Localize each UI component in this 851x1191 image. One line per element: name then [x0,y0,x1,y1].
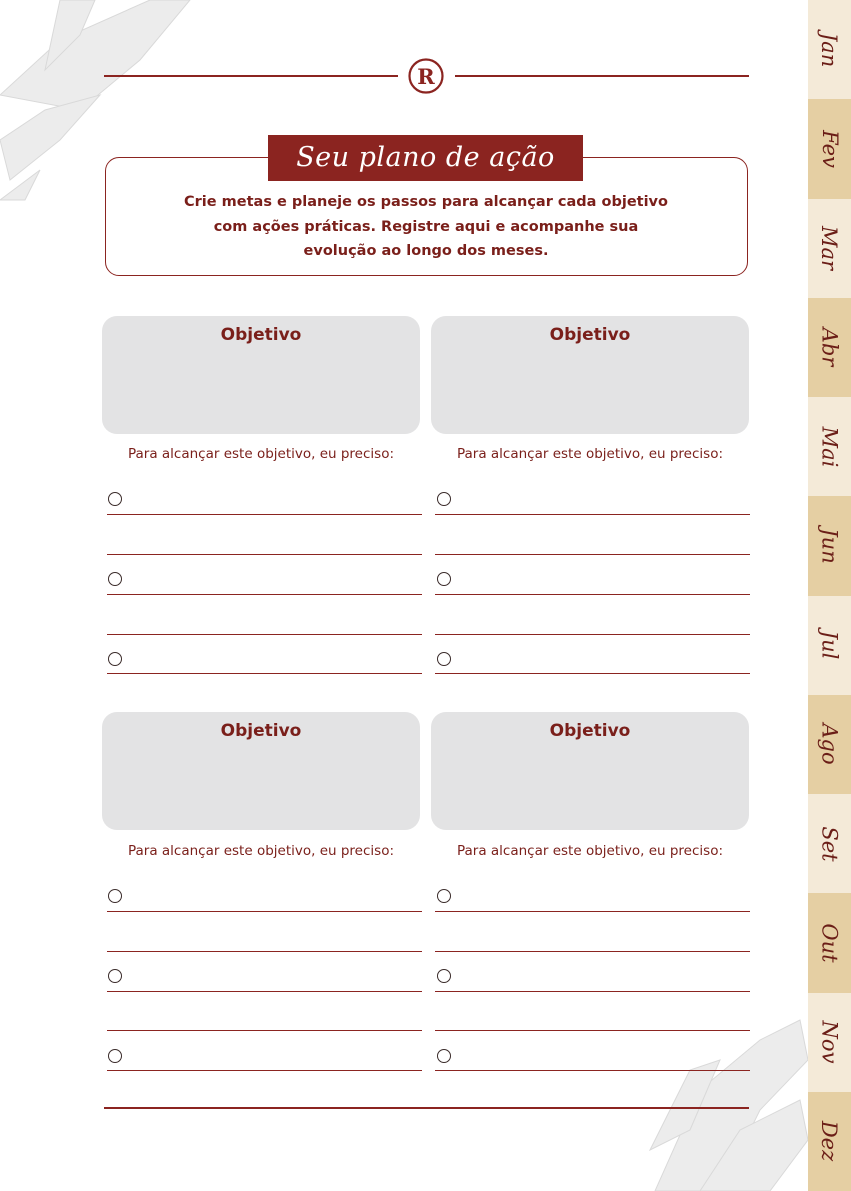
month-tab-jan[interactable] [808,0,851,99]
month-tab-label: Nov [817,1020,842,1064]
month-tab-jun[interactable] [808,496,851,595]
intro-text [150,190,702,264]
write-line[interactable] [107,594,422,595]
objective-title: Objetivo [549,325,631,345]
month-tab-mar[interactable] [808,199,851,298]
write-line[interactable] [435,991,750,992]
month-tab-abr[interactable] [808,298,851,397]
month-tab-set[interactable] [808,794,851,893]
objective-need-label: Para alcançar este objetivo, eu preciso: [127,843,395,859]
checkbox-circle[interactable] [437,572,451,586]
write-line[interactable] [107,514,422,515]
month-tabs [808,0,851,1191]
month-tab-mai[interactable] [808,397,851,496]
write-line[interactable] [435,594,750,595]
month-tab-dez[interactable] [808,1092,851,1191]
brand-logo [408,58,444,94]
intro-line: evolução ao longo dos meses. [303,243,549,259]
write-line[interactable] [435,554,750,555]
page-title: Seu plano de ação [268,135,583,181]
write-line[interactable] [435,1030,750,1031]
objective-title: Objetivo [220,325,302,345]
write-line[interactable] [435,911,750,912]
footer-rule [104,1107,749,1109]
header-rule-left [104,75,398,77]
month-tab-fev[interactable] [808,99,851,198]
write-line[interactable] [107,991,422,992]
checkbox-circle[interactable] [437,652,451,666]
objective-need-label: Para alcançar este objetivo, eu preciso: [456,446,724,462]
objective-box[interactable] [431,712,749,830]
objective-box[interactable] [102,712,420,830]
month-tab-label: Mai [817,426,842,467]
checkbox-circle[interactable] [437,1049,451,1063]
month-tab-label: Dez [817,1121,842,1162]
header-rule-right [455,75,749,77]
write-line[interactable] [107,673,422,674]
checkbox-circle[interactable] [437,492,451,506]
month-tab-label: Jul [817,630,842,660]
checkbox-circle[interactable] [108,572,122,586]
write-line[interactable] [435,514,750,515]
checkbox-circle[interactable] [108,969,122,983]
intro-line: Crie metas e planeje os passos para alcançar cada objetivo [184,194,668,210]
checkbox-circle[interactable] [437,969,451,983]
objective-title: Objetivo [549,721,631,741]
month-tab-label: Out [817,923,842,963]
write-line[interactable] [107,1030,422,1031]
write-line[interactable] [107,1070,422,1071]
write-line[interactable] [107,554,422,555]
month-tab-nov[interactable] [808,993,851,1092]
write-line[interactable] [435,1070,750,1071]
objective-title: Objetivo [220,721,302,741]
write-line[interactable] [435,951,750,952]
month-tab-label: Abr [817,328,842,367]
month-tab-label: Jun [817,528,842,564]
checkbox-circle[interactable] [108,1049,122,1063]
objective-box[interactable] [431,316,749,434]
month-tab-label: Ago [817,723,842,766]
write-line[interactable] [435,634,750,635]
month-tab-out[interactable] [808,893,851,992]
objective-box[interactable] [102,316,420,434]
month-tab-ago[interactable] [808,695,851,794]
logo-letter: R [417,64,435,89]
month-tab-label: Jan [817,32,842,67]
month-tab-jul[interactable] [808,596,851,695]
objective-need-label: Para alcançar este objetivo, eu preciso: [456,843,724,859]
write-line[interactable] [107,951,422,952]
checkbox-circle[interactable] [108,492,122,506]
write-line[interactable] [107,911,422,912]
intro-line: com ações práticas. Registre aqui e acompanhe sua [213,218,639,235]
write-line[interactable] [435,673,750,674]
month-tab-label: Set [817,825,842,862]
checkbox-circle[interactable] [108,889,122,903]
objective-need-label: Para alcançar este objetivo, eu preciso: [127,446,395,462]
write-line[interactable] [107,634,422,635]
month-tab-label: Fev [817,130,842,168]
checkbox-circle[interactable] [108,652,122,666]
month-tab-label: Mar [817,226,842,271]
checkbox-circle[interactable] [437,889,451,903]
